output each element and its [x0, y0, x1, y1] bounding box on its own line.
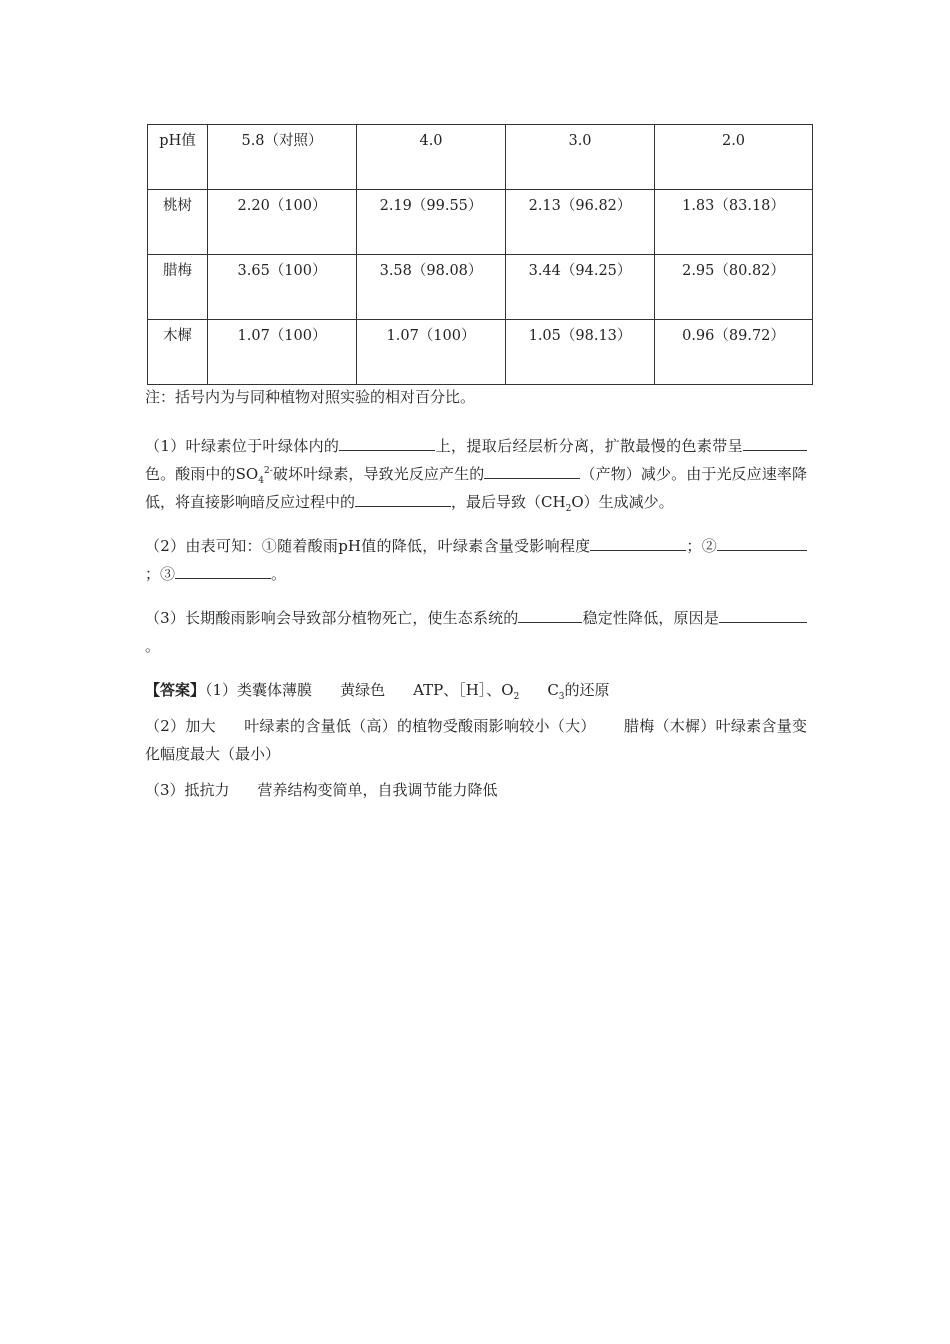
subscript: 4	[258, 476, 264, 486]
answer-blank[interactable]	[749, 606, 807, 623]
table-header-row	[148, 125, 813, 190]
answer-text: （2）加大	[145, 717, 216, 735]
answer-line-2	[145, 712, 807, 768]
chlorophyll-table	[147, 124, 813, 385]
table-cell: 3.44（94.25）	[506, 255, 655, 320]
question-text: ；②	[686, 537, 717, 555]
answer-text: 的还原	[564, 681, 610, 699]
answer-blank[interactable]	[590, 534, 686, 551]
table-cell: 3.65（100）	[208, 255, 357, 320]
answer-text: 腊梅（木樨）叶绿素含量变化幅度最大（最小）	[145, 717, 807, 763]
answer-line-1	[145, 676, 807, 704]
answer-blank[interactable]	[355, 490, 451, 507]
question-1	[145, 432, 807, 516]
table-row	[148, 255, 813, 320]
subscript: 3	[558, 692, 565, 702]
table-cell: 1.83（83.18）	[655, 190, 813, 255]
answer-blank[interactable]	[175, 562, 271, 579]
question-text: 色。酸雨中的SO	[145, 465, 259, 483]
table-cell: 5.8（对照）	[208, 125, 357, 190]
table-cell: 2.19（99.55）	[357, 190, 506, 255]
answer-text: （1）类囊体薄膜	[205, 681, 313, 699]
question-3	[145, 604, 807, 660]
subscript: 2	[513, 692, 520, 702]
question-text: 破坏叶绿素，导致光反应产生的	[272, 465, 485, 483]
superscript: 2-	[263, 466, 273, 476]
question-2	[145, 532, 807, 588]
answer-label: 【答案】	[145, 681, 206, 699]
question-text: （产物）减少。由于光反应速率降低，将直接影响暗反应过程中的	[145, 465, 807, 511]
table-cell: 3.58（98.08）	[357, 255, 506, 320]
table-cell: 2.95（80.82）	[655, 255, 813, 320]
answer-line-3	[145, 776, 807, 804]
answer-text: （3）抵抗力	[145, 781, 230, 799]
answer-text: ATP、［H］、O	[413, 681, 514, 699]
table-cell: 1.07（100）	[357, 320, 506, 385]
question-text: 稳定性降低，原因是	[582, 609, 719, 627]
table-row	[148, 320, 813, 385]
table-cell: 1.07（100）	[208, 320, 357, 385]
table-cell: pH值	[148, 125, 208, 190]
table-cell: 3.0	[506, 125, 655, 190]
table-cell: 木樨	[148, 320, 208, 385]
answer-blank[interactable]	[775, 534, 807, 551]
answer-blank[interactable]	[518, 606, 582, 623]
answer-text: 营养结构变简单，自我调节能力降低	[257, 781, 498, 799]
table-cell: 1.05（98.13）	[506, 320, 655, 385]
answer-text: 叶绿素的含量低（高）的植物受酸雨影响较小（大）	[243, 717, 596, 735]
question-text: O）生成减少。	[571, 493, 674, 511]
answer-blank[interactable]	[743, 434, 807, 451]
answer-blank[interactable]	[717, 534, 775, 551]
table-cell: 腊梅	[148, 255, 208, 320]
subscript: 2	[565, 504, 572, 514]
table-cell: 2.0	[655, 125, 813, 190]
table-cell: 桃树	[148, 190, 208, 255]
answer-text: C	[547, 681, 559, 699]
question-text: （3）长期酸雨影响会导致部分植物死亡，使生态系统的	[145, 609, 519, 627]
answer-text: 黄绿色	[340, 681, 386, 699]
table-note: 注：括号内为与同种植物对照实验的相对百分比。	[145, 388, 476, 406]
answer-blank[interactable]	[339, 434, 435, 451]
table-row	[148, 190, 813, 255]
question-text: （1）叶绿素位于叶绿体内的	[145, 437, 340, 455]
answer-blank[interactable]	[484, 462, 580, 479]
table-cell: 2.13（96.82）	[506, 190, 655, 255]
table-cell: 4.0	[357, 125, 506, 190]
question-text: ；③	[145, 565, 176, 583]
question-text: 上，提取后经层析分离，扩散最慢的色素带呈	[435, 437, 743, 455]
table-cell: 0.96（89.72）	[655, 320, 813, 385]
document-page	[145, 124, 807, 804]
table-cell: 2.20（100）	[208, 190, 357, 255]
question-text: ，最后导致（CH	[451, 493, 566, 511]
question-text: （2）由表可知：①随着酸雨pH值的降低，叶绿素含量受影响程度	[145, 537, 591, 555]
question-text: 。	[271, 565, 287, 583]
answer-blank[interactable]	[719, 606, 749, 623]
question-text: 。	[145, 637, 161, 655]
